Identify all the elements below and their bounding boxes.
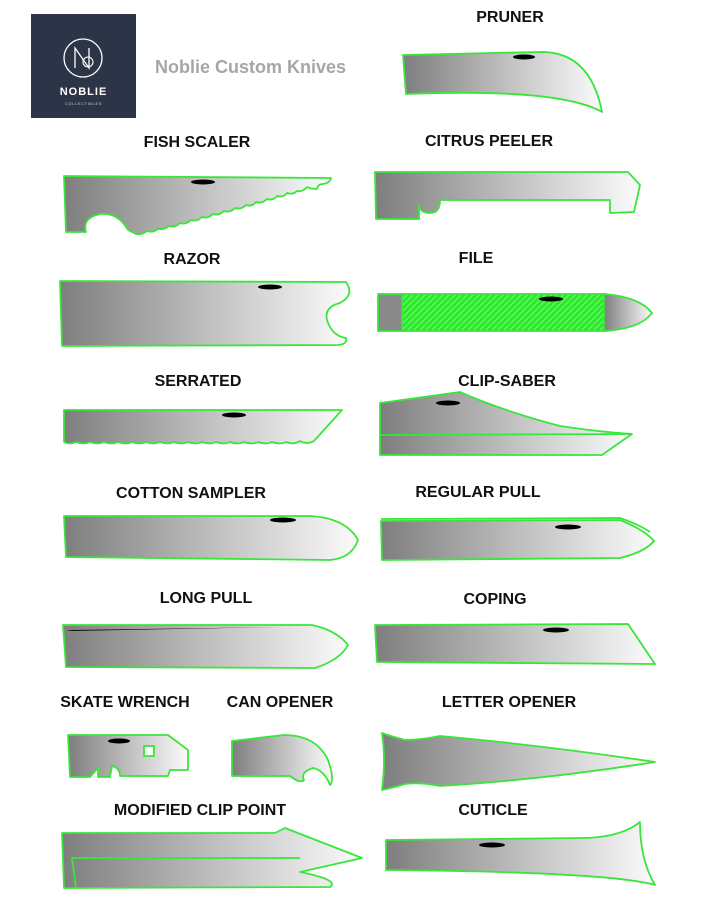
clip-saber-blade [380, 392, 632, 455]
label-fish-scaler: FISH SCALER [143, 134, 251, 151]
skate-wrench-blade [68, 735, 188, 777]
citrus-peeler-blade [375, 172, 640, 219]
file-blade [378, 294, 652, 331]
fish-scaler-blade [64, 176, 331, 234]
cotton-sampler-blade [64, 516, 358, 560]
label-serrated: SERRATED [154, 373, 242, 390]
modified-clip-point-blade [62, 828, 362, 888]
label-citrus-peeler: CITRUS PEELER [424, 133, 554, 150]
letter-opener-blade [382, 733, 655, 790]
label-letter-opener: LETTER OPENER [441, 694, 577, 711]
label-clip-saber: CLIP-SABER [458, 373, 556, 390]
pruner-blade [403, 52, 602, 112]
label-skate-wrench: SKATE WRENCH [60, 694, 190, 711]
regular-pull-blade [381, 518, 654, 560]
label-razor: RAZOR [163, 251, 221, 268]
logo-brand-text: NOBLIE [59, 86, 108, 98]
can-opener-blade [232, 735, 332, 785]
label-long-pull: LONG PULL [159, 590, 253, 607]
label-file: FILE [458, 250, 494, 267]
company-name: Noblie Custom Knives [155, 57, 347, 77]
label-regular-pull: REGULAR PULL [415, 484, 541, 501]
label-modified-clip-point: MODIFIED CLIP POINT [113, 802, 287, 819]
label-coping: COPING [463, 591, 527, 608]
coping-blade [375, 624, 655, 664]
label-cotton-sampler: COTTON SAMPLER [116, 485, 266, 502]
label-can-opener: CAN OPENER [226, 694, 334, 711]
serrated-blade [64, 410, 342, 444]
label-cuticle: CUTICLE [458, 802, 528, 819]
logo-sub-text: COLLECTIBLES [65, 101, 102, 106]
cuticle-blade [386, 822, 655, 885]
long-pull-blade [63, 625, 348, 668]
label-pruner: PRUNER [476, 9, 544, 26]
razor-blade [60, 281, 349, 346]
